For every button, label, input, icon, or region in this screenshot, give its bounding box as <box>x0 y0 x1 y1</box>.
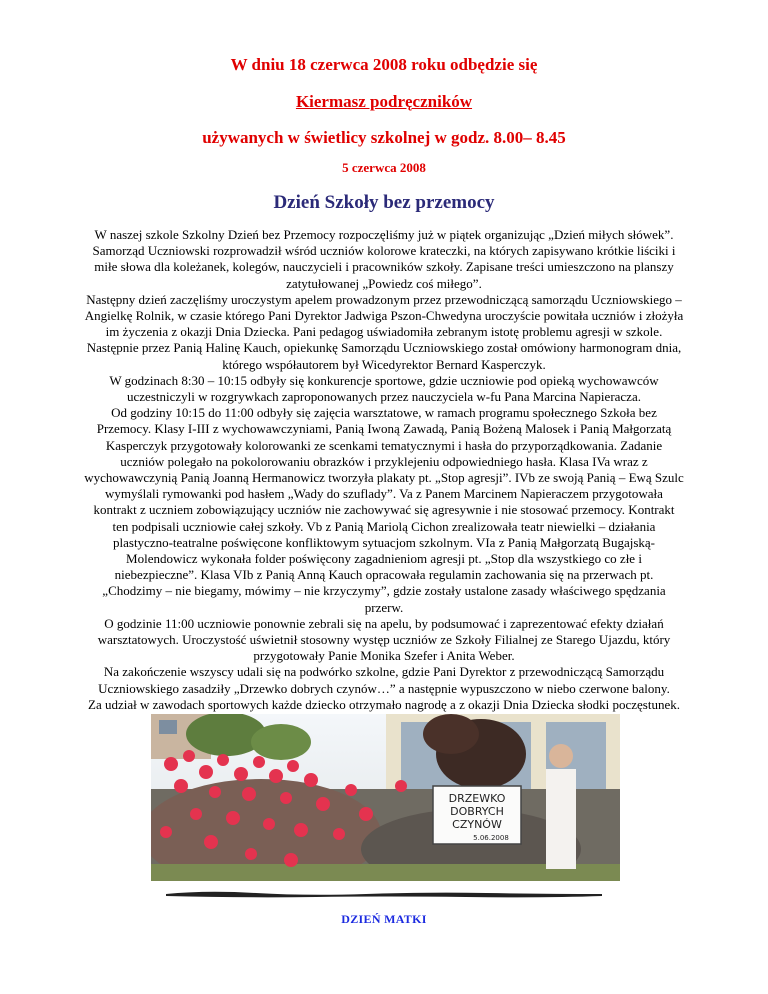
news-date: 5 czerwca 2008 <box>342 160 426 175</box>
next-section-title: DZIEŃ MATKI <box>341 912 427 926</box>
announcement-line-1: W dniu 18 czerwca 2008 roku odbędzie się <box>230 55 538 74</box>
article-paragraph: Za udział w zawodach sportowych każde dziecko otrzymało nagrodę a z okazji Dnia Dziecka słodki poczęstunek. <box>88 696 680 712</box>
photo-sign-text: CZYNÓW <box>452 818 502 831</box>
decorative-divider <box>166 886 602 896</box>
event-photo <box>151 714 620 881</box>
photo-sign-text: 5.06.2008 <box>473 834 509 842</box>
announcement-title: Kiermasz podręczników <box>295 92 473 111</box>
article-paragraph: W naszej szkole Szkolny Dzień bez Przemocy rozpoczęliśmy już w piątek organizując „Dzień miłych słówek”. Samorząd Uczniowski rozprowadził wśród uczniów kolorowe krateczki, na których zapisywano krótkie liściki i miłe słowa dla koleżanek, kolegów, nauczycieli i pracowników szkoły. Zapisane treści umieszczono na planszy zatytułowanej „Powiedz coś miłego”. <box>92 227 676 291</box>
article-paragraph: Od godziny 10:15 do 11:00 odbyły się zajęcia warsztatowe, w ramach programu społecznego Szkoła bez Przemocy. Klasy I-III z wychowawczyniami, Panią Iwoną Zawadą, Panią Bożeną Malosek i Panią Małgorzatą Kasperczyk przygotowały kolorowanki ze scenkami tematycznymi i hasła do przyporządkowania. Zadanie uczniów polegało na pokolorowaniu obrazków i przyklejeniu odpowiedniego hasła. Klasa IVa wraz z wychowawczynią Panią Joanną Hermanowicz tworzyła plakaty pt. „Stop agresji”. IVb ze swoją Panią – Ewą Szulc wymyślali rymowanki pod hasłem „Wady do szuflady”. Va z Panem Marcinem Napieraczem przygotowała kontrakt z uczniem zobowiązujący uczniów nie zachowywać się agresywnie i nie stosować przemocy. Kontrakt ten podpisali uczniowie całej szkoły. Vb z Panią Mariolą Cichon zrealizowała teatr niewielki – działania plastyczno-teatralne poświęcone konfliktowym sytuacjom szkolnym. VIa z Panią Małgorzatą Bugajską-Molendowicz wykonała folder poświęcony zagadnieniom agresji pt. „Stop dla wszystkiego co złe i niebezpieczne”. Klasa VIb z Panią Anną Kauch opracowała regulamin zachowania się na przerwach pt. „Chodzimy – nie biegamy, mówimy – nie krzyczymy”, gdzie zostały ustalone zasady właściwego spędzania przerw. <box>84 405 684 615</box>
article-paragraph: Następny dzień zaczęliśmy uroczystym apelem prowadzonym przez przewodniczącą samorządu Uczniowskiego – Angielkę Rolnik, w czasie którego Pani Dyrektor Jadwiga Pszon-Chwedyna uroczyście powitała uczniów i złożyła im życzenia z okazji Dnia Dziecka. Pani pedagog uświadomiła zebranym istotę problemu agresji w szkole. Następnie przez Panią Halinę Kauch, opiekunkę Samorządu Uczniowskiego został omówiony harmonogram dnia, którego współautorem był Wicedyrektor Bernard Kasperczyk. <box>84 291 684 372</box>
news-title: Dzień Szkoły bez przemocy <box>273 192 495 213</box>
article-paragraph: O godzinie 11:00 uczniowie ponownie zebrali się na apelu, by podsumować i zaprezentować efekty działań warsztatowych. Uroczystość uświetnił stosowny występ uczniów ze Szkoły Filialnej ze Starego Ujazdu, który przygotowały Panie Monika Szefer i Anita Weber. <box>97 615 671 664</box>
article-paragraph: W godzinach 8:30 – 10:15 odbyły się konkurencje sportowe, gdzie uczniowie pod opieką wychowawców uczestniczyli w rozgrywkach zaproponowanych przez nauczyciela w-fu Pana Marcina Napieracza. <box>109 372 659 405</box>
announcement-line-3: używanych w świetlicy szkolnej w godz. 8.00– 8.45 <box>202 128 566 147</box>
photo-sign-text: DOBRYCH <box>450 805 504 818</box>
news-article <box>84 227 684 713</box>
photo-sign-text: DRZEWKO <box>448 792 506 805</box>
article-paragraph: Na zakończenie wszyscy udali się na podwórko szkolne, gdzie Pani Dyrektor z przewodniczącą Samorządu Uczniowskiego zasadziły „Drzewko dobrych czynów…” a następnie wypuszczono w niebo czerwone balony. <box>98 664 670 696</box>
